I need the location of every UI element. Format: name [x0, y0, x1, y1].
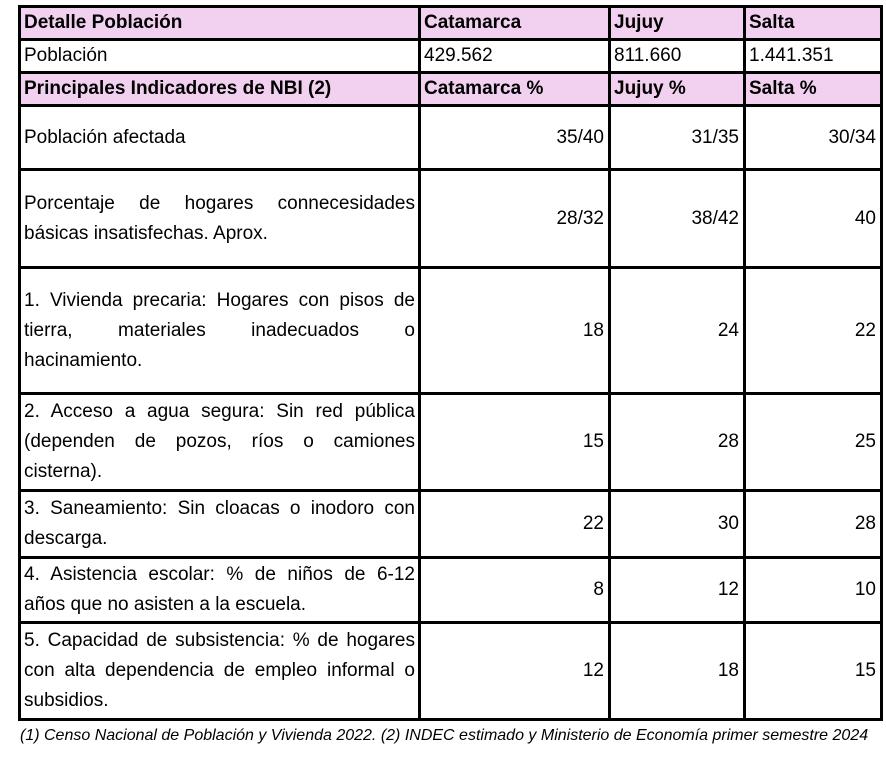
indicator-salta: 15	[745, 623, 882, 720]
indicators-header-label: Principales Indicadores de NBI (2)	[20, 73, 420, 106]
indicator-salta: 28	[745, 491, 882, 558]
indicator-jujuy: 30	[610, 491, 745, 558]
indicator-jujuy: 38/42	[610, 170, 745, 268]
indicator-label: Porcentaje de hogares connecesidades básicas insatisfechas. Aprox.	[20, 170, 420, 268]
indicator-salta: 30/34	[745, 106, 882, 170]
indicator-label: 1. Vivienda precaria: Hogares con pisos de tierra, materiales inadecuados o hacinamiento.	[20, 268, 420, 394]
table-row	[20, 491, 882, 558]
table-row	[20, 170, 882, 268]
table-row	[20, 623, 882, 720]
indicator-jujuy: 18	[610, 623, 745, 720]
indicator-catamarca: 28/32	[420, 170, 610, 268]
population-jujuy: 811.660	[610, 40, 745, 73]
population-catamarca: 429.562	[420, 40, 610, 73]
indicator-catamarca: 15	[420, 394, 610, 491]
indicator-catamarca: 22	[420, 491, 610, 558]
table-row	[20, 394, 882, 491]
indicator-jujuy: 12	[610, 558, 745, 623]
indicator-salta: 10	[745, 558, 882, 623]
population-label: Población	[20, 40, 420, 73]
nbi-table	[18, 5, 883, 721]
table-row	[20, 106, 882, 170]
indicator-catamarca: 35/40	[420, 106, 610, 170]
header-salta: Salta	[745, 7, 882, 40]
indicator-label: 2. Acceso a agua segura: Sin red pública (dependen de pozos, ríos o camiones cisterna).	[20, 394, 420, 491]
indicators-header-jujuy: Jujuy %	[610, 73, 745, 106]
indicator-jujuy: 31/35	[610, 106, 745, 170]
header-row	[20, 7, 882, 40]
indicator-catamarca: 12	[420, 623, 610, 720]
indicator-catamarca: 18	[420, 268, 610, 394]
indicator-catamarca: 8	[420, 558, 610, 623]
indicator-label: 4. Asistencia escolar: % de niños de 6-12 años que no asisten a la escuela.	[20, 558, 420, 623]
population-row	[20, 40, 882, 73]
header-jujuy: Jujuy	[610, 7, 745, 40]
indicator-jujuy: 24	[610, 268, 745, 394]
indicator-jujuy: 28	[610, 394, 745, 491]
nbi-table-container	[18, 5, 880, 747]
header-label: Detalle Población	[20, 7, 420, 40]
indicators-header-row	[20, 73, 882, 106]
indicator-salta: 40	[745, 170, 882, 268]
population-salta: 1.441.351	[745, 40, 882, 73]
footnote: (1) Censo Nacional de Población y Vivienda 2022. (2) INDEC estimado y Ministerio de Economía primer semestre 2024	[20, 727, 869, 744]
indicators-header-salta: Salta %	[745, 73, 882, 106]
indicator-salta: 25	[745, 394, 882, 491]
table-row	[20, 558, 882, 623]
indicator-label: Población afectada	[20, 106, 420, 170]
header-catamarca: Catamarca	[420, 7, 610, 40]
indicator-salta: 22	[745, 268, 882, 394]
indicators-header-catamarca: Catamarca %	[420, 73, 610, 106]
table-row	[20, 268, 882, 394]
indicator-label: 5. Capacidad de subsistencia: % de hogares con alta dependencia de empleo informal o subsidios.	[20, 623, 420, 720]
indicator-label: 3. Saneamiento: Sin cloacas o inodoro con descarga.	[20, 491, 420, 558]
